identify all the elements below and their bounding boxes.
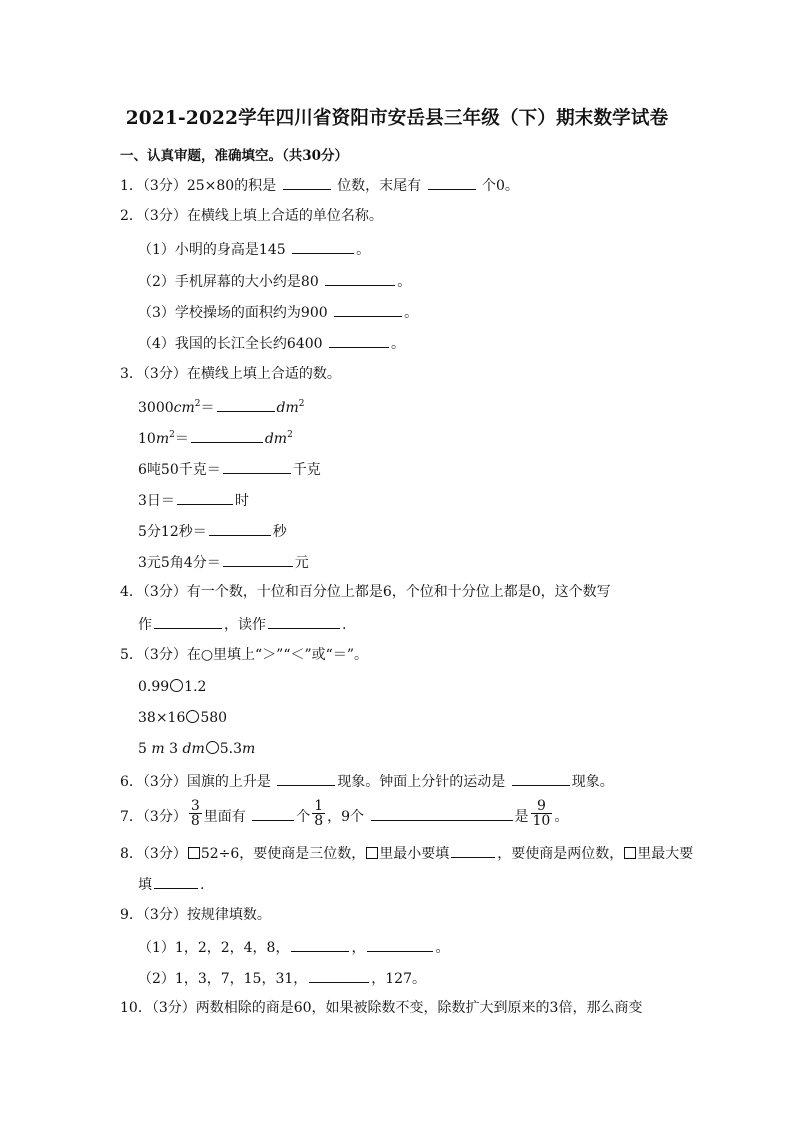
answer-blank[interactable] xyxy=(292,239,354,254)
question-2-part-4: （4）我国的长江全长约6400 。 xyxy=(138,333,405,353)
question-9-part-2: （2）1，3，7，15，31， ，127。 xyxy=(138,968,426,988)
answer-blank[interactable] xyxy=(223,459,291,474)
answer-blank[interactable] xyxy=(329,333,389,348)
digit-box xyxy=(624,847,636,859)
question-10: 10．（3分）两数相除的商是60，如果被除数不变，除数扩大到原来的3倍，那么商变 xyxy=(120,1000,643,1016)
answer-blank[interactable] xyxy=(217,397,275,412)
answer-blank[interactable] xyxy=(309,968,369,983)
answer-blank[interactable] xyxy=(252,806,294,821)
question-3-part-1: $3000cm^2= dm^2$ xyxy=(138,399,305,416)
digit-box xyxy=(188,847,200,859)
fraction: $\frac{3}{8}$ xyxy=(190,797,200,829)
answer-blank[interactable] xyxy=(223,552,293,567)
question-5-part-3: 5 m 3 dm 5.3m xyxy=(138,741,256,757)
question-3-part-2: $10m^2= dm^2$ xyxy=(138,430,293,447)
question-2-part-2: （2）手机屏幕的大小约是80 。 xyxy=(138,271,411,291)
answer-blank[interactable] xyxy=(154,614,222,629)
question-5-part-2: 38×16 580 xyxy=(138,710,228,726)
answer-blank[interactable] xyxy=(334,302,402,317)
question-8: 8．（3分） 52÷6，要使商是三位数， 里最小要填 ，要使商是两位数， 里最大要 xyxy=(120,843,693,863)
answer-blank[interactable] xyxy=(209,521,271,536)
section-heading: 一、认真审题，准确填空。（共30分） xyxy=(120,148,349,164)
question-3-part-6: 3元5角4分＝ 元 xyxy=(138,552,309,572)
question-1: 1．（3分）25×80的积是 位数，末尾有 个0。 xyxy=(120,175,519,195)
question-6: 6．（3分）国旗的上升是 现象。钟面上分针的运动是 现象。 xyxy=(120,771,614,791)
answer-blank[interactable] xyxy=(371,806,513,821)
compare-circle[interactable] xyxy=(206,741,219,754)
answer-blank[interactable] xyxy=(154,874,198,889)
compare-circle[interactable] xyxy=(186,710,199,723)
digit-box xyxy=(366,847,378,859)
answer-blank[interactable] xyxy=(277,771,335,786)
question-5-part-1: 0.99 1.2 xyxy=(138,679,207,695)
answer-blank[interactable] xyxy=(451,843,495,858)
question-2-part-1: （1）小明的身高是145 。 xyxy=(138,239,370,259)
question-3: 3．（3分）在横线上填上合适的数。 xyxy=(120,366,341,382)
compare-circle[interactable] xyxy=(170,679,183,692)
question-2: 2．（3分）在横线上填上合适的单位名称。 xyxy=(120,208,383,224)
question-4: 4．（3分）有一个数，十位和百分位上都是6，个位和十分位上都是0，这个数写 xyxy=(120,584,611,600)
question-3-part-5: 5分12秒＝ 秒 xyxy=(138,521,287,541)
answer-blank[interactable] xyxy=(268,614,340,629)
question-4-line-2: 作 ，读作 . xyxy=(138,614,346,634)
fraction: $\frac{1}{8}$ xyxy=(314,797,324,829)
exam-title: 2021-2022学年四川省资阳市安岳县三年级（下）期末数学试卷 xyxy=(125,108,669,129)
question-3-part-4: 3日＝ 时 xyxy=(138,490,249,510)
answer-blank[interactable] xyxy=(191,428,263,443)
question-5: 5．（3分）在○里填上“＞”“＜”或“＝”。 xyxy=(120,647,368,663)
question-2-part-3: （3）学校操场的面积约为900 。 xyxy=(138,302,418,322)
question-8-line-2: 填 . xyxy=(138,874,204,894)
question-9: 9．（3分）按规律填数。 xyxy=(120,907,271,923)
answer-blank[interactable] xyxy=(367,937,433,952)
answer-blank[interactable] xyxy=(291,937,349,952)
question-3-part-3: 6吨50千克＝ 千克 xyxy=(138,459,321,479)
answer-blank[interactable] xyxy=(512,771,570,786)
answer-blank[interactable] xyxy=(177,490,233,505)
question-7: 7．（3分） $\frac{3}{8}$ 里面有 个 $\frac{1}{8}$ ，9个 是 $\frac{9}{10}$ 。 xyxy=(120,797,569,829)
answer-blank[interactable] xyxy=(283,175,331,190)
fraction: $\frac{9}{10}$ xyxy=(532,797,551,829)
question-9-part-1: （1）1，2，2，4，8， ， 。 xyxy=(138,937,449,957)
answer-blank[interactable] xyxy=(325,271,395,286)
answer-blank[interactable] xyxy=(428,175,476,190)
